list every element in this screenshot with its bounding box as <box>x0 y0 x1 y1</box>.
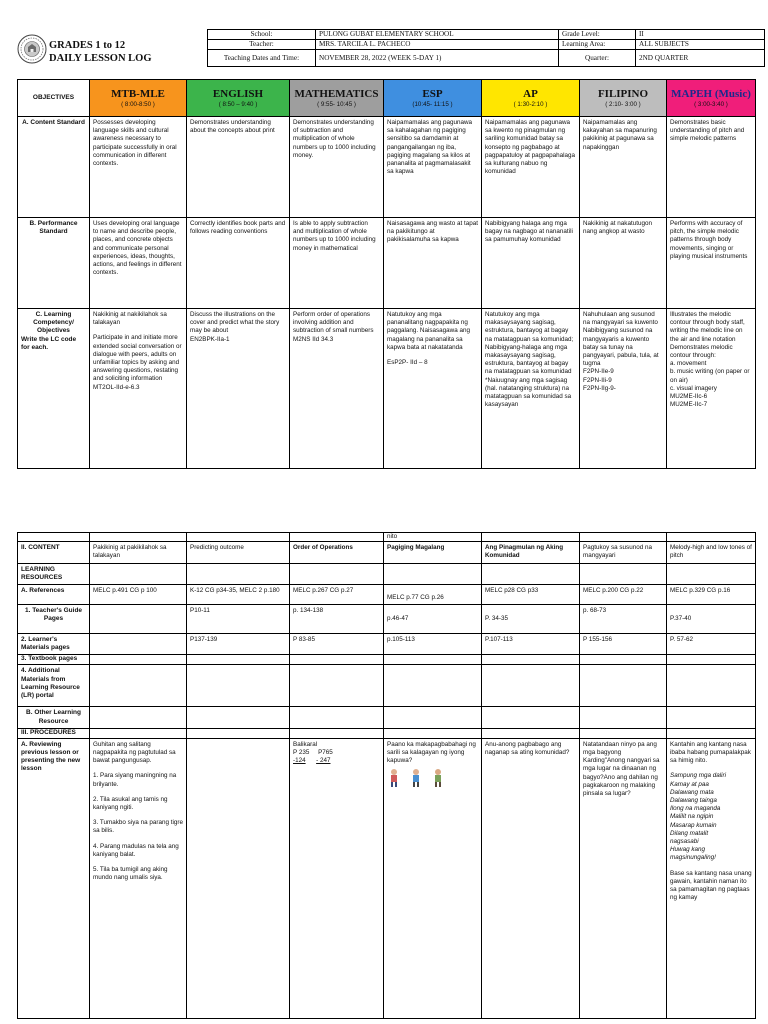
cell <box>90 605 187 634</box>
song-line: Kamay at paa <box>670 780 709 788</box>
cell: nito <box>384 533 482 542</box>
subject-time: ( 3:00-3:40 ) <box>694 100 728 108</box>
lc-code: MU2ME-IIc-7 <box>670 401 708 409</box>
document-title <box>49 39 152 65</box>
mtb-item: 3. Tumakbo siya na parang tigre sa bilis. <box>93 819 183 835</box>
lc-code: F2PN-IIe-9 <box>583 368 614 376</box>
subject-ap <box>482 80 580 117</box>
references-row <box>18 585 756 605</box>
subject-name: MATHEMATICS <box>294 87 379 100</box>
cell-line: a. movement <box>670 360 707 368</box>
learning-resources-label: LEARNING RESOURCES <box>18 563 90 584</box>
lc-code: EsP2P- IId – 8 <box>387 359 428 367</box>
song-line: magsinungaling! <box>670 854 716 862</box>
song-line: Masarap kumain <box>670 821 717 829</box>
procedures-label: III. PROCEDURES <box>18 728 90 738</box>
lesson-table <box>17 532 756 1019</box>
cell: p. 134-138 <box>290 605 384 634</box>
grade-label: Grade Level: <box>559 30 636 40</box>
cell-line: Natutukoy ang mga makasaysayang sagisag, estruktura, bantayog at bagay na matatagpuan sa komunidad; Nabibigyang-halaga ang mga makasaysayang sagisag, estruktura, bantayog at bagay na matatagpuan sa komunidad <box>485 311 574 376</box>
mtb-item: 2. Tila asukal ang tamis ng kaniyang ngiti. <box>93 795 168 812</box>
content-row <box>18 542 756 563</box>
cell-line: Participate in and initiate more extended social conversation or dialogue with peers, adults on unfamiliar topics by asking and answering questions, restating and soliciting information <box>93 334 182 383</box>
teachers-guide-label: 1. Teacher's Guide Pages <box>18 605 90 634</box>
dates-value: NOVEMBER 28, 2022 (WEEK 5-DAY 1) <box>316 50 559 67</box>
area-label: Learning Area: <box>559 40 636 50</box>
learning-resources-row <box>18 563 756 584</box>
math-line1 <box>293 749 380 757</box>
learners-materials-row <box>18 634 756 655</box>
cell: P. 34-35 <box>482 605 580 634</box>
textbook-row <box>18 655 756 665</box>
subject-esp <box>384 80 482 117</box>
cell-line: Nabibigyang susunod na mangyayaris a kuwento batay sa tunay na pangyayari, pabula, tula, at tugma <box>583 327 659 368</box>
subjects-row <box>18 80 756 117</box>
cell: P.107-113 <box>482 634 580 655</box>
reviewing-row <box>18 738 756 1018</box>
subject-name: AP <box>523 87 538 100</box>
math-value: P 235 <box>293 749 310 757</box>
cell: Correctly identifies book parts and follows reading conventions <box>187 218 290 309</box>
song-line: Huwag kang <box>670 846 706 854</box>
textbook-label: 3. Textbook pages <box>18 655 90 665</box>
subject-english <box>187 80 290 117</box>
cell <box>482 309 580 469</box>
objectives-label: OBJECTIVES <box>18 80 90 117</box>
cell-line: Perform order of operations involving addition and subtraction of small numbers <box>293 311 374 335</box>
cell: Anu-anong pagbabago ang naganap sa ating komunidad? <box>482 738 580 1018</box>
quarter-value: 2ND QUARTER <box>636 50 765 67</box>
lc-code: M2NS IId 34.3 <box>293 335 334 343</box>
cell <box>90 738 187 1018</box>
title-line2: DAILY LESSON LOG <box>49 53 152 64</box>
other-resource-label: B. Other Learning Resource <box>18 707 90 728</box>
mtb-item: 1. Para siyang maningning na brilyante. <box>93 772 177 788</box>
header-info-table <box>207 29 765 67</box>
song-line: nagsasabi <box>670 838 699 846</box>
cell <box>187 738 290 1018</box>
cell: Naisasagawa ang wasto at tapat na pakikitungo at pakikisalamuha sa kapwa <box>384 218 482 309</box>
mtb-item: 4. Parang madulas na tela ang kaniyang balat. <box>93 842 179 858</box>
cell <box>384 738 482 1018</box>
school-value: PULONG GUBAT ELEMENTARY SCHOOL <box>316 30 559 40</box>
cell: Naipamamalas ang pagunawa sa kwento ng pinagmulan ng sariling komunidad batay sa konsepto ng pagbabago at pagpapatuloy at pagpapahalaga sa kulturang nabuo ng komunidad <box>482 117 580 218</box>
cell: P 155-156 <box>580 634 667 655</box>
subject-name: FILIPINO <box>597 87 649 100</box>
teacher-value: MRS. TARCILA L. PACHECO <box>316 40 559 50</box>
dates-label: Teaching Dates and Time: <box>208 50 316 67</box>
cell <box>290 738 384 1018</box>
cell: Demonstrates understanding about the concepts about print <box>187 117 290 218</box>
cell: P. 57-62 <box>667 634 756 655</box>
cell: MELC p.267 CG p.27 <box>290 585 384 605</box>
song-line: Dalawang tainga <box>670 797 717 805</box>
quarter-label: Quarter: <box>559 50 636 67</box>
mapeh-intro: Kantahin ang kantang nasa ibaba habang pumapalakpak sa himig nito. <box>670 740 751 765</box>
performance-standard-row <box>18 218 756 309</box>
cell: Natatandaan ninyo pa ang mga bagyong Karding"Anong nangyari sa mga lugar na dinaanan ng bagyo?Ano ang dahilan ng pagkakaroon ng malaking pinsala sa lugar? <box>580 738 667 1018</box>
cell: Nakikinig at nakatutugon nang angkop at wasto <box>580 218 667 309</box>
title-line1: GRADES 1 to 12 <box>49 40 126 51</box>
cell <box>580 309 667 469</box>
content-standard-label: A. Content Standard <box>18 117 90 218</box>
subject-filipino <box>580 80 667 117</box>
subject-mtb <box>90 80 187 117</box>
cell: Uses developing oral language to name and describe people, places, and concrete objects and communicate personal experiences, ideas, thoughts, actions, and feelings in different contexts. <box>90 218 187 309</box>
cell: Order of Operations <box>290 542 384 563</box>
subject-mapeh <box>667 80 756 117</box>
cell: Melody-high and low tones of pitch <box>667 542 756 563</box>
procedures-row <box>18 728 756 738</box>
cell-line: Natutukoy ang mga pananalitang nagpapakita ng paggalang. Naisasagawa ang magalang na pananalita sa kapwa bata at nakatatanda <box>387 311 470 351</box>
children-illustration-icon <box>387 768 401 788</box>
song-line: Sampung mga daliri <box>670 772 727 780</box>
cell <box>90 634 187 655</box>
cell: MELC p.77 CG p.26 <box>384 585 482 605</box>
mtb-intro: Guhitan ang salitang nagpapakita ng pagtutulad sa bawat pangungusap. <box>93 740 176 765</box>
cell: p. 68-73 <box>580 605 667 634</box>
cell-line: b. music writing (on paper or on air) <box>670 368 750 384</box>
cell: Pakikinig at pakikilahok sa talakayan <box>90 542 187 563</box>
cell: K-12 CG p34-35, MELC 2 p.180 <box>187 585 290 605</box>
competency-row <box>18 309 756 469</box>
cell-line: *Naiuugnay ang mga sagisag (hal. natatanging struktura) na matatagpuan sa komunidad sa kasaysayan <box>485 376 572 409</box>
lc-code: EN2BPK-IIa-1 <box>190 335 230 343</box>
competency-label <box>18 309 90 469</box>
grade-value: II <box>636 30 765 40</box>
song-line: Malilit na ngipin <box>670 813 714 821</box>
cell <box>290 309 384 469</box>
lc-code: MU2ME-IIc-6 <box>670 393 708 401</box>
cell: Pagtukoy sa susunod na mangyayari <box>580 542 667 563</box>
school-label: School: <box>208 30 316 40</box>
cell: P10-11 <box>187 605 290 634</box>
cell <box>90 309 187 469</box>
cell: Ang Pinagmulan ng Aking Komunidad <box>482 542 580 563</box>
lc-code: F2PN-IIi-9 <box>583 376 612 384</box>
cell <box>187 309 290 469</box>
other-resource-row <box>18 707 756 728</box>
objectives-table <box>17 79 756 469</box>
cell: Nabibigyang halaga ang mga bagay na nagbago at nananatili sa pamumuhay komunidad <box>482 218 580 309</box>
subject-name: MAPEH (Music) <box>671 87 751 100</box>
song-line: Ilong na maganda <box>670 805 721 813</box>
cell: Performs with accuracy of pitch, the simple melodic patterns through body movements, singing or playing musical instruments <box>667 218 756 309</box>
mapeh-after: Base sa kantang nasa unang gawain, kantahin naman ito sa pamamagitan ng pagtaas ng kamay <box>670 869 752 902</box>
cell: Demonstrates understanding of subtraction and multiplication of whole numbers up to 1000 including money. <box>290 117 384 218</box>
deped-seal-logo <box>17 34 47 64</box>
cell: Is able to apply subtraction and multiplication of whole numbers up to 1000 including money in mathematical <box>290 218 384 309</box>
teachers-guide-row <box>18 605 756 634</box>
cell: p.105-113 <box>384 634 482 655</box>
content-label: II. CONTENT <box>18 542 90 563</box>
song-line: Dalawang mata <box>670 788 714 796</box>
subject-name: MTB-MLE <box>111 87 165 100</box>
cell: Pagiging Magalang <box>384 542 482 563</box>
reviewing-label: A. Reviewing previous lesson or presenting the new lesson <box>18 738 90 1018</box>
subject-time: ( 8:50 – 9:40 ) <box>218 100 258 108</box>
subject-time: ( 1:30-2:10 ) <box>513 100 548 108</box>
cell: Demonstrates basic understanding of pitch and simple melodic patterns <box>667 117 756 218</box>
song-line: Dilang matalit <box>670 829 709 837</box>
subject-time: ( 8:00-8:50 ) <box>121 100 155 108</box>
cell: Naipamamalas ang kakayahan sa mapanuring pakikinig at pagunawa sa napakinggan <box>580 117 667 218</box>
learners-materials-label: 2. Learner's Materials pages <box>18 634 90 655</box>
math-title: Balikaral <box>293 740 318 748</box>
math-line2 <box>293 757 380 765</box>
subject-name: ESP <box>422 87 443 100</box>
subject-name: ENGLISH <box>212 87 264 100</box>
subject-time: (10:45- 11:15 ) <box>412 100 453 108</box>
cell: P137-139 <box>187 634 290 655</box>
math-value: P765 <box>318 749 333 757</box>
cell: p.46-47 <box>384 605 482 634</box>
cell <box>667 738 756 1018</box>
math-value: - 247 <box>316 757 331 765</box>
content-standard-row <box>18 117 756 218</box>
cell: MELC p.200 CG p.22 <box>580 585 667 605</box>
cell: Possesses developing language skills and cultural awareness necessary to participate successfully in oral communication in different contexts. <box>90 117 187 218</box>
lc-code: F2PN-IIg-9- <box>583 384 616 392</box>
competency-note: Write the LC code for each. <box>21 335 77 351</box>
fragment-row <box>18 533 756 542</box>
math-value: -124 <box>293 757 306 765</box>
cell <box>667 309 756 469</box>
cell <box>384 309 482 469</box>
subject-time: ( 2:10- 3:00 ) <box>605 100 641 108</box>
cell-line: Discuss the illustrations on the cover and predict what the story may be about <box>190 311 280 335</box>
esp-illustrations <box>387 768 478 791</box>
cell-line: Nakikinig at nakikilahok sa talakayan <box>93 311 167 327</box>
cell: Predicting outcome <box>187 542 290 563</box>
competency-title: C. Learning Competency/ Objectives <box>33 311 74 335</box>
subject-time: ( 9:55- 10:45 ) <box>317 100 356 108</box>
cell-line: Illustrates the melodic contour through body staff, writing the melodic line on the air and line notation Demonstrates melodic contour through: <box>670 311 745 360</box>
area-value: ALL SUBJECTS <box>636 40 765 50</box>
cell-line: c. visual imagery <box>670 384 717 392</box>
esp-question: Paano ka makapagbabahagi ng sarili sa kalagayan ng iyong kapuwa? <box>387 740 476 765</box>
subject-math <box>290 80 384 117</box>
lc-code: MT2OL-IId-e-6.3 <box>93 383 140 391</box>
cell: P.37-40 <box>667 605 756 634</box>
additional-label: 4. Additional Materials from Learning Resource (LR) portal <box>18 665 90 707</box>
cell: MELC p.491 CG p 100 <box>90 585 187 605</box>
additional-row <box>18 665 756 707</box>
cell: MELC p28 CG p33 <box>482 585 580 605</box>
cell: Naipamamalas ang pagunawa sa kahalagahan ng pagiging sensitibo sa damdamin at pangangailangan ng iba, pagiging magalang sa kilos at pananalita at pagmamalasakit sa kapwa <box>384 117 482 218</box>
cell-line: Nahuhulaan ang susunod na mangyayari sa kuwento <box>583 311 658 327</box>
cell: MELC p.329 CG p.16 <box>667 585 756 605</box>
mtb-item: 5. Tila ba tumigil ang aking mundo nang umalis siya. <box>93 866 168 882</box>
cell: P 83-85 <box>290 634 384 655</box>
adult-illustration-icon <box>431 768 445 788</box>
teacher-label: Teacher: <box>208 40 316 50</box>
child-illustration-icon <box>409 768 423 788</box>
references-label: A. References <box>18 585 90 605</box>
performance-standard-label: B. Performance Standard <box>18 218 90 309</box>
